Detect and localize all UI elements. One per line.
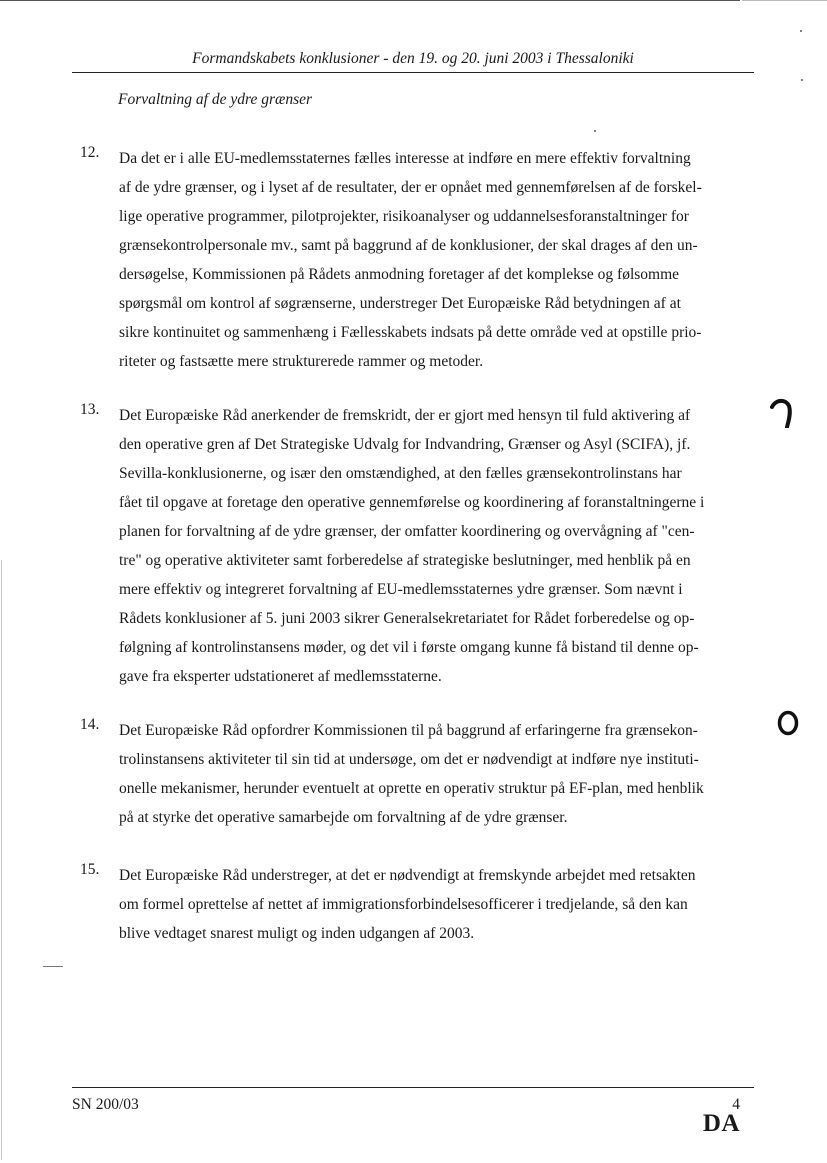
text-line: Det Europæiske Råd anerkender de fremskridt, der er gjort med hensyn til fuld aktivering af xyxy=(119,407,691,424)
text-line: lige operative programmer, pilotprojekter, risikoanalyser og uddannelsesforanstaltninger for xyxy=(119,208,689,225)
text-line: tre" og operative aktiviteter samt forberedelse af strategiske beslutninger, med henblik på en xyxy=(119,552,691,569)
paragraph-text xyxy=(119,144,759,376)
paragraph-text xyxy=(119,716,759,832)
text-line: om formel oprettelse af nettet af immigrationsforbindelsesofficerer i tredjelande, så den kan xyxy=(119,896,688,913)
footer-rule xyxy=(72,1087,754,1088)
punch-hole-ring-icon xyxy=(776,709,800,737)
running-header: Formandskabets konklusioner - den 19. og 20. juni 2003 i Thessaloniki xyxy=(192,50,634,67)
text-line: den operative gren af Det Strategiske Udvalg for Indvandring, Grænser og Asyl (SCIFA), jf. xyxy=(119,436,691,453)
paragraph-text xyxy=(119,861,759,948)
scan-top-edge-right xyxy=(742,0,827,1)
text-line: på at styrke det operative samarbejde om forvaltning af de ydre grænser. xyxy=(119,809,568,826)
text-line: planen for forvaltning af de ydre grænser, der omfatter koordinering og overvågning af "cen- xyxy=(119,523,695,540)
text-line: blive vedtaget snarest muligt og inden udgangen af 2003. xyxy=(119,925,475,942)
paragraph-number: 13. xyxy=(80,401,100,418)
punch-hole-mark-icon xyxy=(770,398,792,428)
paragraph-text xyxy=(119,401,759,691)
text-line: gave fra eksperter udstationeret af medlemsstaterne. xyxy=(119,668,442,685)
language-code: DA xyxy=(702,1110,740,1137)
text-line: mere effektiv og integreret forvaltning af EU-medlemsstaternes ydre grænser. Som nævnt i xyxy=(119,581,683,598)
text-line: Det Europæiske Råd opfordrer Kommissionen til på baggrund af erfaringerne fra grænsekon- xyxy=(119,722,698,739)
paragraph-number: 15. xyxy=(80,861,100,878)
text-line: trolinstansens aktiviteter til sin tid at undersøge, om det er nødvendigt at indføre nye instituti- xyxy=(119,751,699,768)
text-line: dersøgelse, Kommissionen på Rådets anmodning foretager af det komplekse og følsomme xyxy=(119,266,680,283)
scan-top-edge xyxy=(0,0,740,1)
scan-left-edge xyxy=(1,560,2,1160)
section-title: Forvaltning af de ydre grænser xyxy=(118,91,313,108)
text-line: riteter og fastsætte mere strukturerede rammer og metoder. xyxy=(119,353,484,370)
header-rule xyxy=(72,72,754,73)
text-line: grænsekontrolpersonale mv., samt på baggrund af de konklusioner, der skal drages af den un- xyxy=(119,237,698,254)
paragraph-number: 14. xyxy=(80,716,100,733)
scan-speck xyxy=(594,130,596,132)
text-line: spørgsmål om kontrol af søgrænserne, understreger Det Europæiske Råd betydningen af at xyxy=(119,295,681,312)
page-number: 4 xyxy=(732,1096,740,1113)
text-line: Da det er i alle EU-medlemsstaternes fælles interesse at indføre en mere effektiv forvaltning xyxy=(119,150,691,167)
scan-speck xyxy=(800,30,802,32)
document-reference: SN 200/03 xyxy=(72,1096,139,1113)
text-line: Det Europæiske Råd understreger, at det er nødvendigt at fremskynde arbejdet med retsakten xyxy=(119,867,696,884)
text-line: følgning af kontrolinstansens møder, og det vil i første omgang kunne få bistand til denne op- xyxy=(119,639,699,656)
text-line: onelle mekanismer, herunder eventuelt at oprette en operativ struktur på EF-plan, med henblik xyxy=(119,780,704,797)
text-line: af de ydre grænser, og i lyset af de resultater, der er opnået med gennemførelsen af de forskel- xyxy=(119,179,702,196)
scan-dash xyxy=(43,966,63,967)
text-line: Sevilla-konklusionerne, og især den omstændighed, at den fælles grænsekontrolinstans har xyxy=(119,465,682,482)
paragraph-number: 12. xyxy=(80,144,100,161)
scan-speck xyxy=(801,79,803,81)
text-line: Rådets konklusioner af 5. juni 2003 sikrer Generalsekretariatet for Rådet forberedelse og op- xyxy=(119,610,695,627)
text-line: fået til opgave at foretage den operative gennemførelse og koordinering af foranstaltningerne i xyxy=(119,494,705,511)
text-line: sikre kontinuitet og sammenhæng i Fællesskabets indsats på dette område ved at opstille prio- xyxy=(119,324,702,341)
